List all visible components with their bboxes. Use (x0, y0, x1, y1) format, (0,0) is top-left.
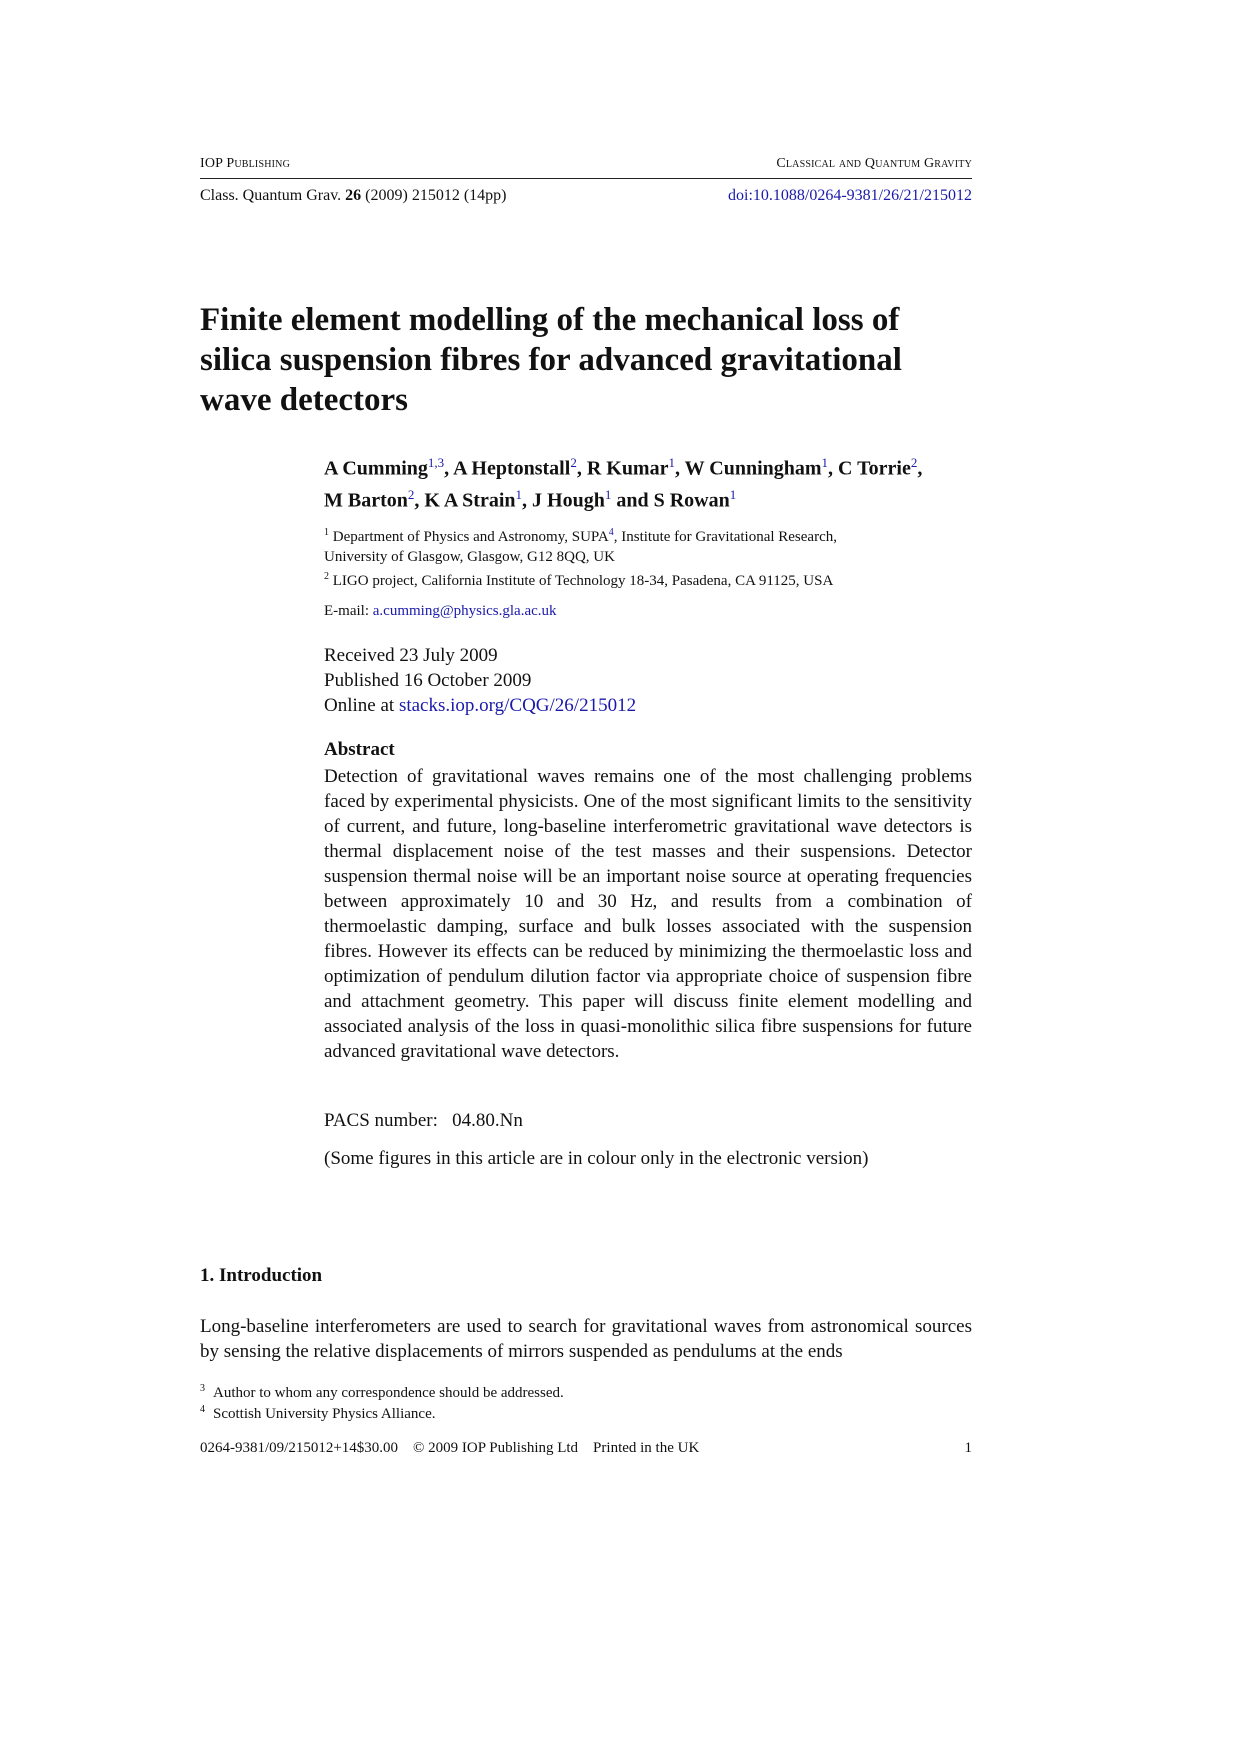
abstract-text: Detection of gravitational waves remains one of the most challenging problems faced by experimental physicists. One of the most significant limits to the sensitivity of current, and future, long-baseline interferometric gravitational wave detectors is thermal displacement noise of the test masses and their suspensions. Detector suspension thermal noise will be an important noise source at operating frequencies between approximately 10 and 30 Hz, and results from a combination of thermoelastic damping, surface and bulk losses associated with the suspension fibres. However its effects can be reduced by minimizing the thermoelastic loss and optimization of pendulum dilution factor via appropriate choice of suspension fibre and attachment geometry. This paper will discuss finite element modelling and associated analysis of the loss in quasi-monolithic silica fibre suspensions for future advanced gravitational wave detectors. (324, 766, 972, 1062)
author-affil-mark[interactable]: 1 (604, 486, 612, 502)
author-affil-mark[interactable]: 1 (668, 455, 675, 470)
footnote-mark: 3 (200, 1383, 205, 1394)
affiliation-1: $^1$ Department of Physics and Astronomy, SUPA$^4$, Institute for Gravitational Research, (324, 527, 837, 545)
citation (200, 187, 506, 205)
citation-suffix: (2009) 215012 (14pp) (361, 187, 507, 204)
published-date: Published 16 October 2009 (324, 670, 532, 691)
online-link[interactable]: stacks.iop.org/CQG/26/215012 (398, 695, 637, 716)
intro-text: Long-baseline interferometers are used to search for gravitational waves from astronomical sources by sensing the relative displacements of mirrors suspended as pendulums at the ends (200, 1316, 972, 1362)
author-affil-mark[interactable]: 1 (821, 455, 829, 470)
author-name: K A Strain (424, 489, 516, 512)
email-label: E-mail: (324, 603, 373, 619)
abstract-heading: Abstract (324, 739, 395, 760)
citation-volume: 26 (345, 187, 362, 204)
author-name: S Rowan (653, 489, 730, 512)
author-affil-mark[interactable]: 1 (729, 486, 737, 502)
author-line-2: M Barton$^2$, K A Strain$^1$, J Hough$^1$ and S Rowan$^1$ (324, 486, 737, 512)
author-affil-mark[interactable]: 1,3 (427, 455, 445, 470)
author-affil-mark[interactable]: 2 (570, 455, 577, 470)
footer-copyright: 0264-9381/09/215012+14$30.00 © 2009 IOP Publishing Ltd Printed in the UK (200, 1440, 700, 1456)
title-line-3: wave detectors (200, 382, 408, 418)
doi-link[interactable]: doi:10.1088/0264-9381/26/21/215012 (728, 187, 972, 204)
header-rule (200, 178, 972, 179)
citation-prefix: Class. Quantum Grav. (200, 187, 346, 204)
journal-name: Classical and Quantum Gravity (776, 156, 972, 171)
author-list (324, 450, 1024, 513)
footnote-mark: 4 (200, 1404, 205, 1415)
received-date: Received 23 July 2009 (324, 645, 498, 666)
title-line-2: silica suspension fibres for advanced gravitational (200, 342, 902, 378)
affiliation-2: $^2$ LIGO project, California Institute of Technology 18-34, Pasadena, CA 91125, USA (324, 571, 834, 589)
author-name: R Kumar (586, 457, 669, 480)
online-line: Online at stacks.iop.org/CQG/26/215012 (324, 695, 637, 716)
author-name: A Cumming (324, 457, 428, 480)
publisher-label: IOP Publishing (200, 156, 291, 171)
pacs-number: PACS number: 04.80.Nn (324, 1110, 523, 1131)
affiliation-1-line-2: University of Glasgow, Glasgow, G12 8QQ, UK (324, 548, 615, 565)
author-name: W Cunningham (684, 457, 822, 480)
footnote: $^3$ Author to whom any correspondence should be addressed. (200, 1383, 564, 1401)
author-line-1: A Cumming$^{1,3}$, A Heptonstall$^2$, R Kumar$^1$, W Cunningham$^1$, C Torrie$^2$, (324, 455, 923, 480)
author-affil-mark[interactable]: 2 (407, 486, 415, 502)
colour-note: (Some figures in this article are in colour only in the electronic version) (324, 1148, 869, 1169)
publication-dates (324, 643, 636, 718)
author-name: M Barton (324, 489, 408, 512)
section-heading: 1. Introduction (200, 1265, 323, 1286)
email-line (324, 603, 557, 620)
author-affil-mark[interactable]: 1 (515, 486, 523, 502)
paper-title (200, 300, 920, 420)
title-line-1: Finite element modelling of the mechanical loss of (200, 302, 900, 338)
page-number: 1 (964, 1440, 972, 1456)
author-name: A Heptonstall (453, 457, 571, 480)
author-affil-mark[interactable]: 2 (910, 455, 918, 470)
email-link[interactable]: a.cumming@physics.gla.ac.uk (372, 603, 557, 619)
author-name: C Torrie (838, 457, 911, 480)
affiliations (324, 523, 1006, 592)
footnote-ref[interactable]: 4 (608, 527, 614, 538)
footnote: $^4$ Scottish University Physics Alliance. (200, 1404, 436, 1422)
author-name: J Hough (532, 489, 605, 512)
